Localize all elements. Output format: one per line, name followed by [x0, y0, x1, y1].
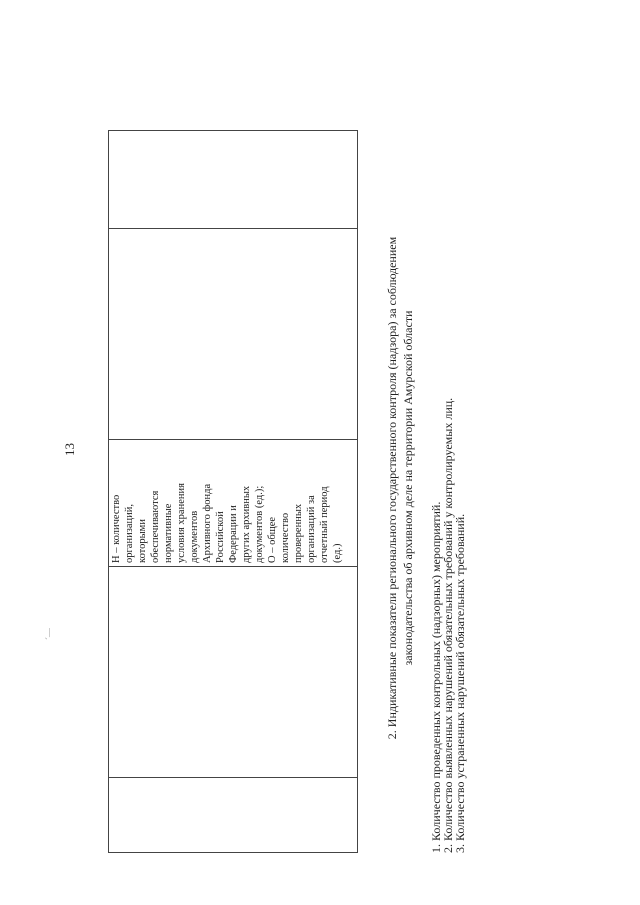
table-cell [109, 778, 358, 853]
table-cell [109, 567, 358, 778]
list-item: 1. Количество проведенных контрольных (надзорных) мероприятий. [429, 501, 443, 853]
table-cell [109, 440, 358, 567]
table-row [109, 131, 358, 853]
landscape-content [108, 128, 498, 853]
section-title: 2. Индикативные показатели регионального государственного контроля (надзора) за соблюдением законодательства об архивном деле на территории Амурской области [385, 236, 415, 740]
scan-mark: ´— [44, 628, 54, 640]
indicators-list [430, 398, 466, 853]
table-cell [109, 131, 358, 229]
formula-description: Н – количество организаций, которыми обеспечиваются нормативные условия хранения документов Архивного фонда Российской Федерации и других архивных документов (ед.); О – общее количество проверенных организаций за отчетный период (ед.) [111, 483, 343, 563]
table-cell [109, 229, 358, 440]
indicators-table [108, 130, 358, 853]
list-item: 3. Количество устраненных нарушений обязательных требований. [453, 513, 467, 853]
list-item: 2. Количество выявленных нарушений обязательных требований у контролируемых лиц. [441, 397, 455, 853]
page-number: 13 [62, 443, 77, 456]
